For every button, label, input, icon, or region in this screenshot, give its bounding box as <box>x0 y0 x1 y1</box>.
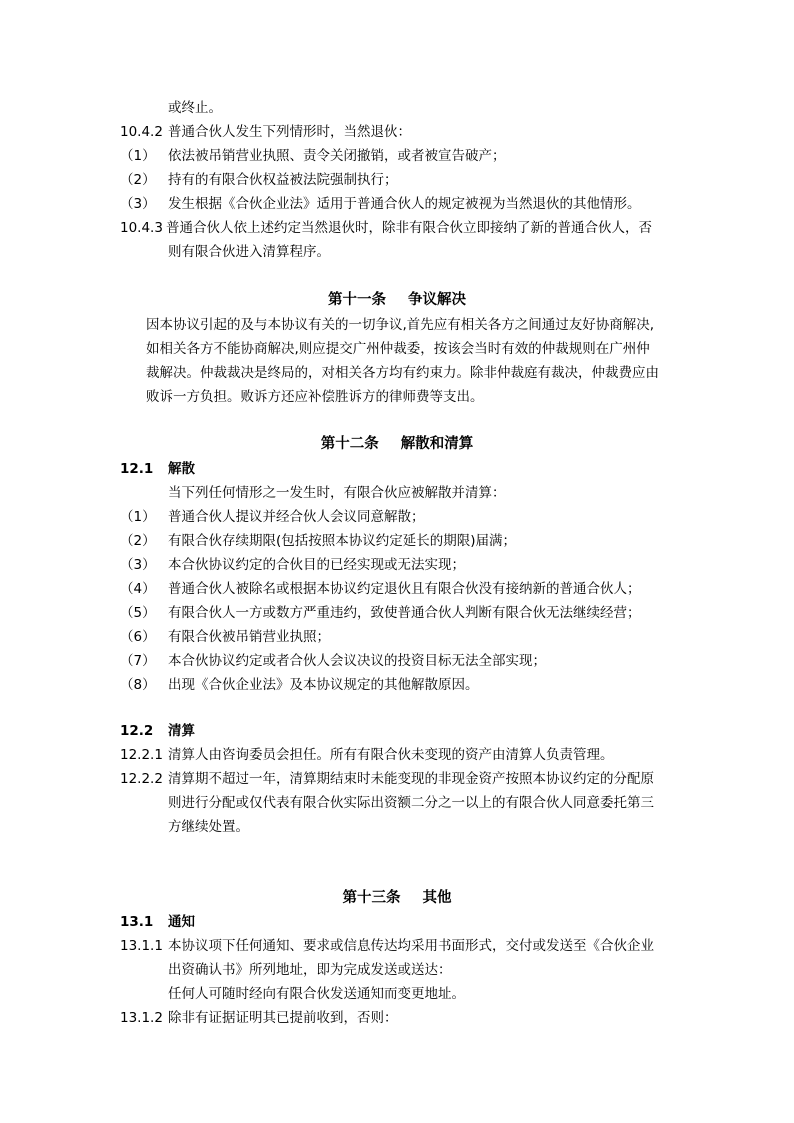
clause-text: 除非有证据证明其已提前收到，否则： <box>168 1010 398 1026</box>
list-item: 普通合伙人提议并经合伙人会议同意解散； <box>168 509 425 525</box>
list-number: （3） <box>120 196 156 212</box>
clause-text: 本协议项下任何通知、要求或信息传达均采用书面形式，交付或发送至《合伙企业 <box>168 938 654 954</box>
clause-text: 当下列任何情形之一发生时，有限合伙应被解散并清算： <box>168 485 506 501</box>
list-number: （1） <box>120 509 156 525</box>
clause-text: 方继续处置。 <box>168 819 249 835</box>
clause-number: 12.2.1 <box>120 747 163 763</box>
paragraph-line: 败诉一方负担。败诉方还应补偿胜诉方的律师费等支出。 <box>146 389 484 405</box>
section-heading-11 <box>0 290 794 310</box>
paragraph-line: 如相关各方不能协商解决,则应提交广州仲裁委，按该会当时有效的仲裁规则在广州仲 <box>146 341 650 357</box>
subsection-title: 通知 <box>168 914 195 930</box>
list-number: （2） <box>120 533 156 549</box>
list-item: 持有的有限合伙权益被法院强制执行； <box>168 172 398 188</box>
list-item: 出现《合伙企业法》及本协议规定的其他解散原因。 <box>168 677 479 693</box>
list-item: 普通合伙人被除名或根据本协议约定退伙且有限合伙没有接纳新的普通合伙人； <box>168 581 641 597</box>
clause-number: 10.4.2 <box>120 124 163 140</box>
subsection-number: 12.2 <box>120 723 154 739</box>
list-item: 有限合伙人一方或数方严重违约，致使普通合伙人判断有限合伙无法继续经营； <box>168 605 641 621</box>
clause-text: 或终止。 <box>168 100 222 116</box>
section-number: 第十一条 <box>328 292 386 308</box>
list-item: 本合伙协议约定或者合伙人会议决议的投资目标无法全部实现； <box>168 653 546 669</box>
clause-number: 13.1.1 <box>120 938 163 954</box>
clause-text: 清算人由咨询委员会担任。所有有限合伙未变现的资产由清算人负责管理。 <box>168 747 614 763</box>
clause-text: 则进行分配或仅代表有限合伙实际出资额二分之一以上的有限合伙人同意委托第三 <box>168 795 654 811</box>
subsection-number: 12.1 <box>120 461 154 477</box>
list-number: （1） <box>120 148 156 164</box>
paragraph-line: 因本协议引起的及与本协议有关的一切争议,首先应有相关各方之间通过友好协商解决, <box>146 317 655 333</box>
list-number: （3） <box>120 557 156 573</box>
list-number: （7） <box>120 653 156 669</box>
clause-text: 普通合伙人发生下列情形时，当然退伙： <box>168 124 411 140</box>
clause-text: 普通合伙人依上述约定当然退伙时，除非有限合伙立即接纳了新的普通合伙人，否 <box>166 220 652 236</box>
list-number: （2） <box>120 172 156 188</box>
clause-number: 13.1.2 <box>120 1010 163 1026</box>
section-heading-13 <box>0 888 794 908</box>
section-title: 解散和清算 <box>400 436 474 452</box>
list-item: 有限合伙存续期限(包括按照本协议约定延长的期限)届满； <box>168 533 517 549</box>
clause-text: 任何人可随时经向有限合伙发送通知而变更地址。 <box>168 986 465 1002</box>
list-number: （6） <box>120 629 156 645</box>
subsection-title: 解散 <box>168 461 195 477</box>
list-item: 依法被吊销营业执照、责令关闭撤销，或者被宣告破产； <box>168 148 506 164</box>
section-heading-12 <box>0 434 794 454</box>
list-number: （5） <box>120 605 156 621</box>
list-item: 本合伙协议约定的合伙目的已经实现或无法实现； <box>168 557 465 573</box>
list-item: 发生根据《合伙企业法》适用于普通合伙人的规定被视为当然退伙的其他情形。 <box>168 196 641 212</box>
clause-number: 10.4.3 <box>120 220 163 236</box>
section-number: 第十三条 <box>342 890 401 906</box>
clause-number: 12.2.2 <box>120 771 163 787</box>
list-number: （4） <box>120 581 156 597</box>
clause-text: 出资确认书》所列地址，即为完成发送或送达： <box>168 962 452 978</box>
section-number: 第十二条 <box>320 436 379 452</box>
subsection-number: 13.1 <box>120 914 154 930</box>
list-number: （8） <box>120 677 156 693</box>
section-title: 其他 <box>422 890 452 906</box>
clause-text: 清算期不超过一年，清算期结束时未能变现的非现金资产按照本协议约定的分配原 <box>168 771 654 787</box>
clause-text: 则有限合伙进入清算程序。 <box>168 244 330 260</box>
subsection-title: 清算 <box>168 723 195 739</box>
paragraph-line: 裁解决。仲裁裁决是终局的，对相关各方均有约束力。除非仲裁庭有裁决，仲裁费应由 <box>146 365 659 381</box>
section-title: 争议解决 <box>408 292 466 308</box>
list-item: 有限合伙被吊销营业执照； <box>168 629 330 645</box>
